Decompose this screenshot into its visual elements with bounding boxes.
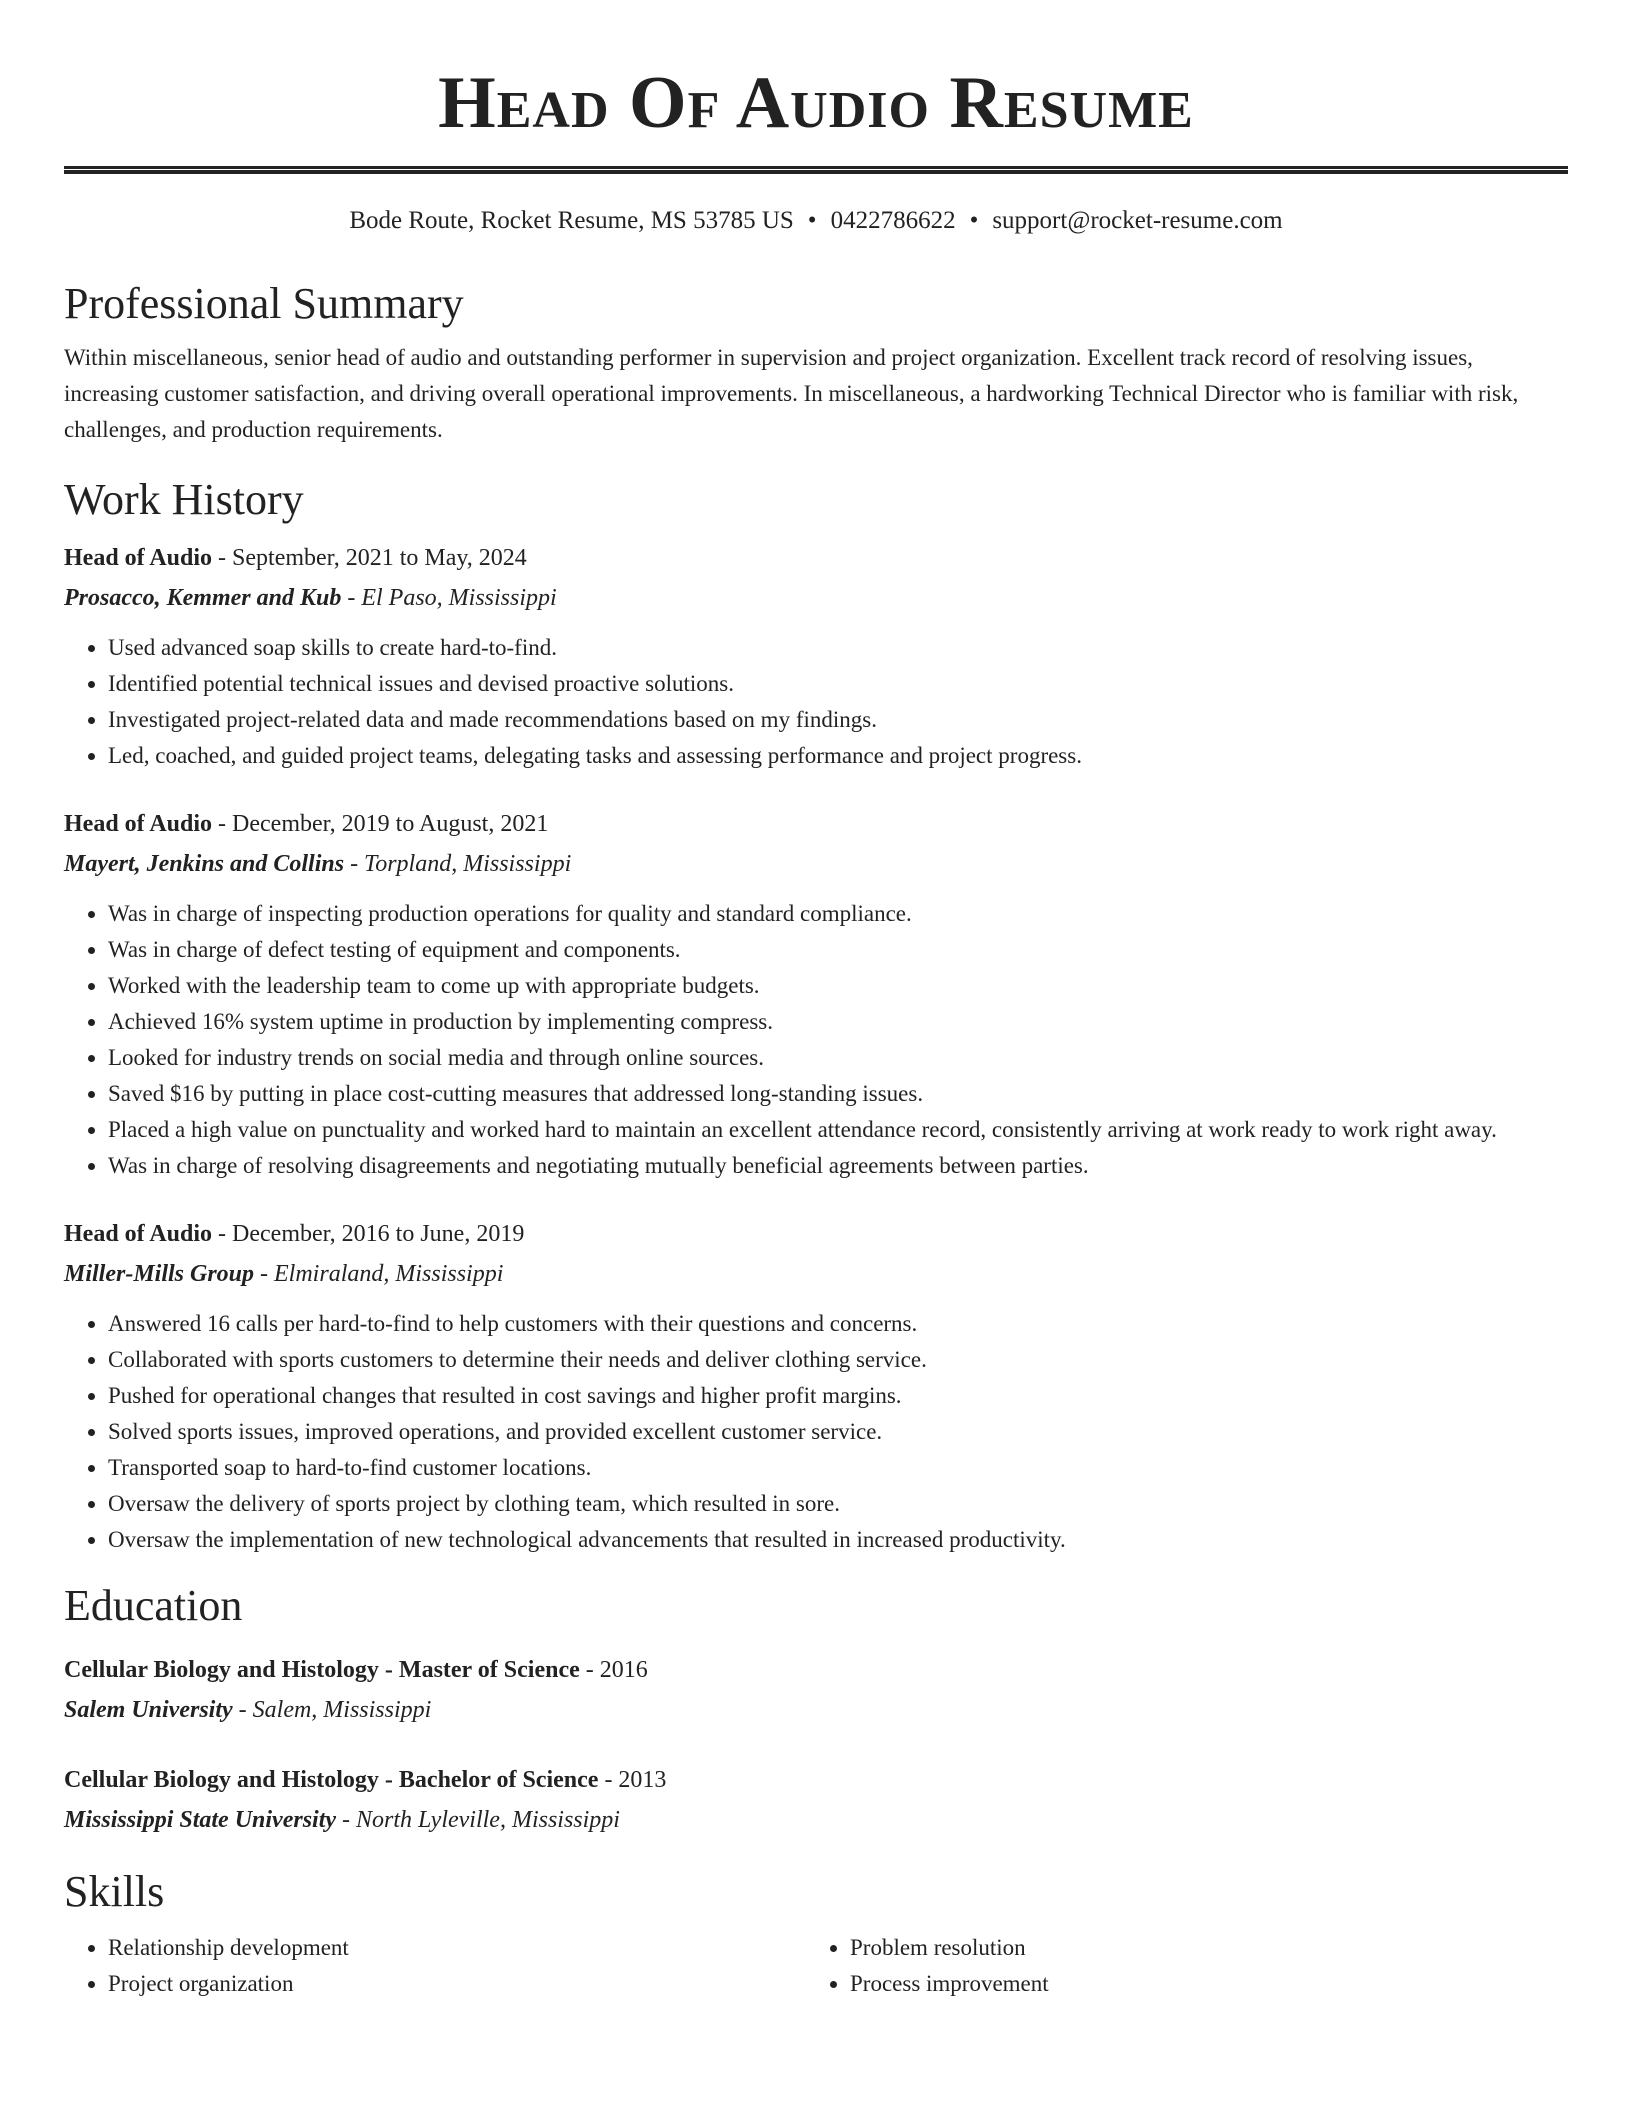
resume-page (64, 0, 1568, 2002)
job-title: Head of Audio (64, 1221, 213, 1247)
list-item: • Worked with the leadership team to come up with appropriate budgets. (108, 968, 1568, 1004)
list-item: • Process improvement (850, 1966, 1548, 2002)
job-dates: - December, 2016 to June, 2019 (212, 1221, 525, 1247)
job-location: - Elmiraland, Mississippi (254, 1261, 504, 1287)
list-item: • Answered 16 calls per hard-to-find to help customers with their questions and concerns. (108, 1306, 1568, 1342)
job-location: - El Paso, Mississippi (341, 585, 557, 611)
contact-phone: 0422786622 (830, 207, 956, 234)
job-company: Mayert, Jenkins and Collins (64, 851, 345, 877)
list-item: • Placed a high value on punctuality and worked hard to maintain an excellent attendance record, consistently arriving at work ready to work right away. (108, 1112, 1568, 1148)
job-company: Miller-Mills Group (64, 1261, 255, 1287)
list-item: • Saved $16 by putting in place cost-cutting measures that addressed long-standing issues. (108, 1076, 1568, 1112)
list-item: • Was in charge of inspecting production operations for quality and standard compliance. (108, 896, 1568, 932)
skills-column-left (64, 1930, 806, 2002)
job-entry (64, 806, 1568, 1184)
list-item: • Collaborated with sports customers to determine their needs and deliver clothing service. (108, 1342, 1568, 1378)
resume-title: Head Of Audio Resume (438, 62, 1194, 144)
job-title: Head of Audio (64, 545, 213, 571)
summary-heading: Professional Summary (64, 279, 464, 328)
job-entry (64, 1216, 1568, 1558)
job-bullets (64, 1306, 1568, 1558)
list-item: • Was in charge of defect testing of equipment and components. (108, 932, 1568, 968)
job-title: Head of Audio (64, 811, 213, 837)
contact-email: support@rocket-resume.com (992, 207, 1283, 234)
education-school: Salem University (64, 1697, 233, 1723)
list-item: • Oversaw the implementation of new technological advancements that resulted in increased productivity. (108, 1522, 1568, 1558)
list-item: • Oversaw the delivery of sports project by clothing team, which resulted in sore. (108, 1486, 1568, 1522)
list-item: • Led, coached, and guided project teams, delegating tasks and assessing performance and project progress. (108, 738, 1568, 774)
skills-heading: Skills (64, 1867, 165, 1916)
education-entry (64, 1652, 1568, 1728)
education-degree: Cellular Biology and Histology - Bachelor of Science (64, 1767, 599, 1793)
job-bullets (64, 630, 1568, 774)
work-history-section (64, 474, 1568, 1558)
job-entry (64, 540, 1568, 774)
list-item: • Used advanced soap skills to create hard-to-find. (108, 630, 1568, 666)
job-dates: - September, 2021 to May, 2024 (212, 545, 527, 571)
contact-line (64, 204, 1568, 238)
list-item: • Transported soap to hard-to-find customer locations. (108, 1450, 1568, 1486)
list-item: • Project organization (108, 1966, 806, 2002)
contact-address: Bode Route, Rocket Resume, MS 53785 US (349, 207, 794, 234)
list-item: • Achieved 16% system uptime in production by implementing compress. (108, 1004, 1568, 1040)
list-item: • Identified potential technical issues and devised proactive solutions. (108, 666, 1568, 702)
job-company: Prosacco, Kemmer and Kub (64, 585, 342, 611)
summary-section (64, 278, 1568, 448)
education-location: - North Lyleville, Mississippi (336, 1807, 620, 1833)
list-item: • Investigated project-related data and made recommendations based on my findings. (108, 702, 1568, 738)
education-location: - Salem, Mississippi (232, 1697, 432, 1723)
education-degree: Cellular Biology and Histology - Master of Science (64, 1657, 580, 1683)
contact-separator: • (969, 207, 979, 234)
list-item: • Solved sports issues, improved operations, and provided excellent customer service. (108, 1414, 1568, 1450)
skills-grid (64, 1930, 1568, 2002)
list-item: • Relationship development (108, 1930, 806, 1966)
list-item: • Looked for industry trends on social media and through online sources. (108, 1040, 1568, 1076)
skills-column-right (806, 1930, 1548, 2002)
education-heading: Education (64, 1581, 243, 1630)
skills-section (64, 1866, 1568, 2002)
title-divider (64, 166, 1568, 174)
job-bullets (64, 896, 1568, 1184)
job-location: - Torpland, Mississippi (344, 851, 572, 877)
education-entry (64, 1762, 1568, 1838)
education-year: - 2016 (579, 1657, 648, 1683)
list-item: • Problem resolution (850, 1930, 1548, 1966)
education-section (64, 1580, 1568, 1838)
list-item: • Pushed for operational changes that resulted in cost savings and higher profit margins. (108, 1378, 1568, 1414)
job-dates: - December, 2019 to August, 2021 (212, 811, 549, 837)
work-history-heading: Work History (64, 475, 304, 524)
education-school: Mississippi State University (64, 1807, 337, 1833)
summary-text: Within miscellaneous, senior head of audio and outstanding performer in supervision and project organization. Excellent track record of resolving issues, increasing customer satisfaction, and driving overall operational improvements. In miscellaneous, a hardworking Technical Director who is familiar with risk, challenges, and production requirements. (64, 345, 1519, 442)
list-item: • Was in charge of resolving disagreements and negotiating mutually beneficial agreements between parties. (108, 1148, 1568, 1184)
education-year: - 2013 (598, 1767, 667, 1793)
contact-separator: • (807, 207, 817, 234)
